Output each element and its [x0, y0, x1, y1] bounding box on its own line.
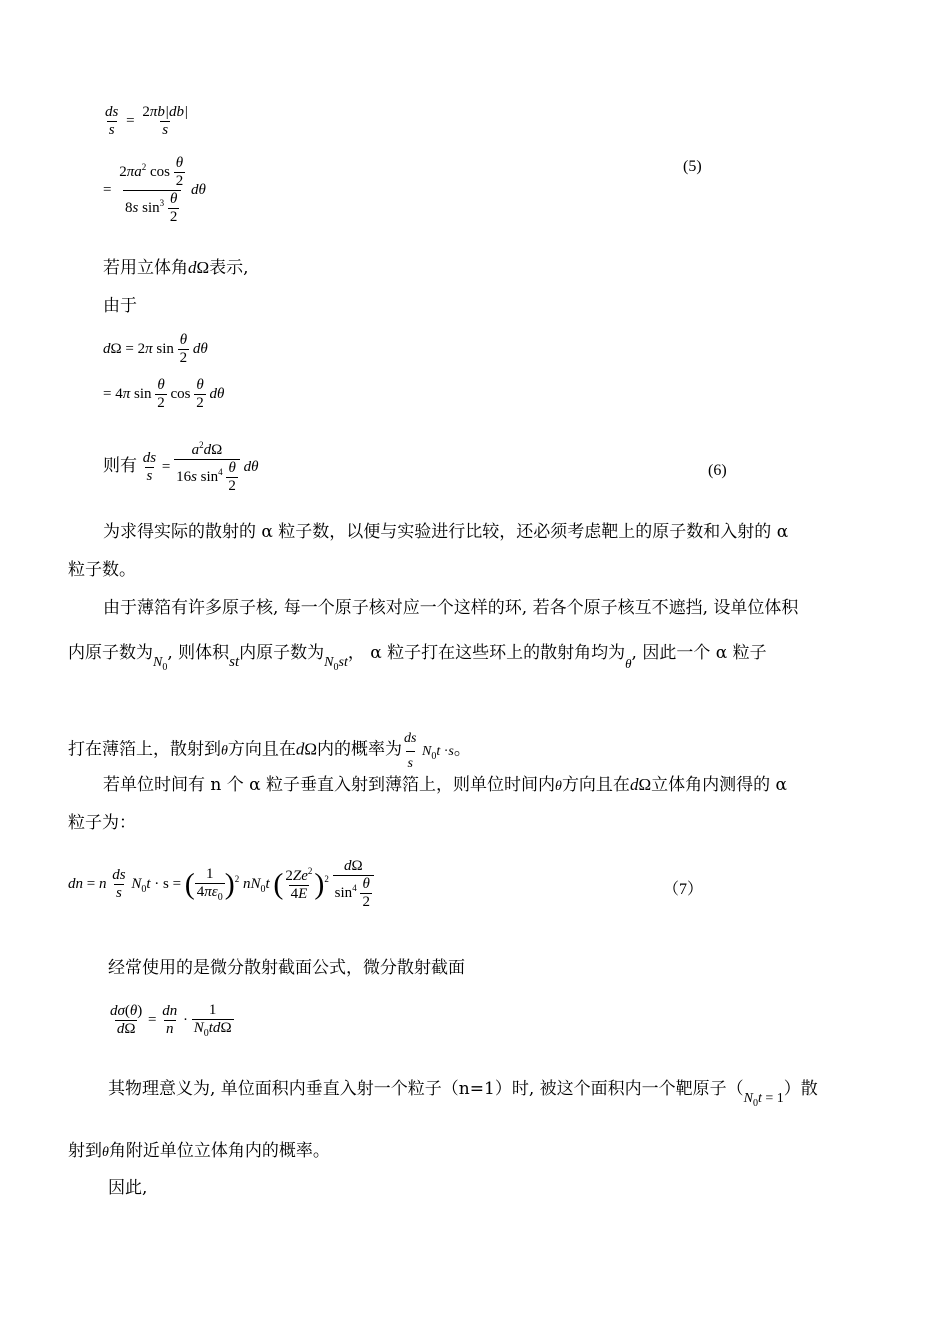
para6-line: 因此, [108, 1178, 148, 1198]
para2-line1: 由于薄箔有许多原子核, 每一个原子核对应一个这样的环, 若各个原子核互不遮挡, 设单位体积 [103, 598, 799, 618]
para3-line1: 若单位时间有 n 个 α 粒子垂直入射到薄箔上，则单位时间内θ方向且在dΩ立体角内测得的 α [103, 775, 787, 795]
eq6-number: (6) [708, 462, 727, 479]
para2-line2: 内原子数为$_{N_0}$, 则体积st内原子数为$_{N_0st}$， α 粒子打在这些环上的散射角均为$_\theta$, 因此一个 α 粒子 [68, 643, 767, 673]
eq7-number: （7） [663, 881, 704, 898]
since-line: 由于 [103, 296, 137, 316]
cross-section-eq: $\frac{d\sigma(\theta)}{d\Omega}$ = $\frac{dn}{n}$ · $\frac{1}{N_0td\Omega}$ [110, 1002, 232, 1039]
para5-line2: 射到θ角附近单位立体角内的概率。 [68, 1141, 330, 1161]
eq5-number: (5) [683, 158, 702, 175]
para1-line1: 为求得实际的散射的 α 粒子数，以便与实验进行比较，还必须考虑靶上的原子数和入射的 α [103, 522, 789, 542]
solid-angle-line: 若用立体角dΩ表示, [103, 258, 249, 278]
para5-line1: 其物理意义为, 单位面积内垂直入射一个粒子（n=1）时, 被这个面积内一个靶原子$(_{N_0t = 1})$散 [108, 1079, 818, 1109]
eq5-line2: = $2\pi a^2$ cos $\frac{\theta}{2}$ 8s $\sin^3$ $\frac{\theta}{2}$ dθ [103, 155, 206, 225]
domega-line2: = 4π sin $\frac{\theta}{2}$ cos $\frac{\theta}{2}$ dθ [103, 377, 225, 411]
para3-line2: 粒子为： [68, 813, 136, 833]
eq7-line: dn = n $\frac{ds}{s}$ $N_0t \cdot s$ = ( $\frac{1}{4\pi\varepsilon_0}$ )$^2$ $nN_0t$ ( $\frac{2Ze^2}{4E}$ )$^2$ dΩ $\sin^4$ $\frac{\theta}{2}$ [68, 858, 374, 911]
para4-line: 经常使用的是微分散射截面公式，微分散射截面 [108, 958, 465, 978]
para1-line2: 粒子数。 [68, 560, 136, 580]
eq6-line: 则有 $\frac{ds}{s}$ = $a^2d\Omega$ 16s $\sin^4$ $\frac{\theta}{2}$ dθ [103, 440, 259, 494]
eq5-line1: $\frac{ds}{s}$ = $\frac{2\pi b|db|}{s}$ [105, 104, 189, 138]
para2-line3: 打在薄箔上，散射到θ方向且在dΩ内的概率为 $\frac{ds}{s}$ $N_0t \cdot s$。 [68, 727, 471, 776]
domega-line1: dΩ = 2π sin $\frac{\theta}{2}$ dθ [103, 332, 208, 366]
